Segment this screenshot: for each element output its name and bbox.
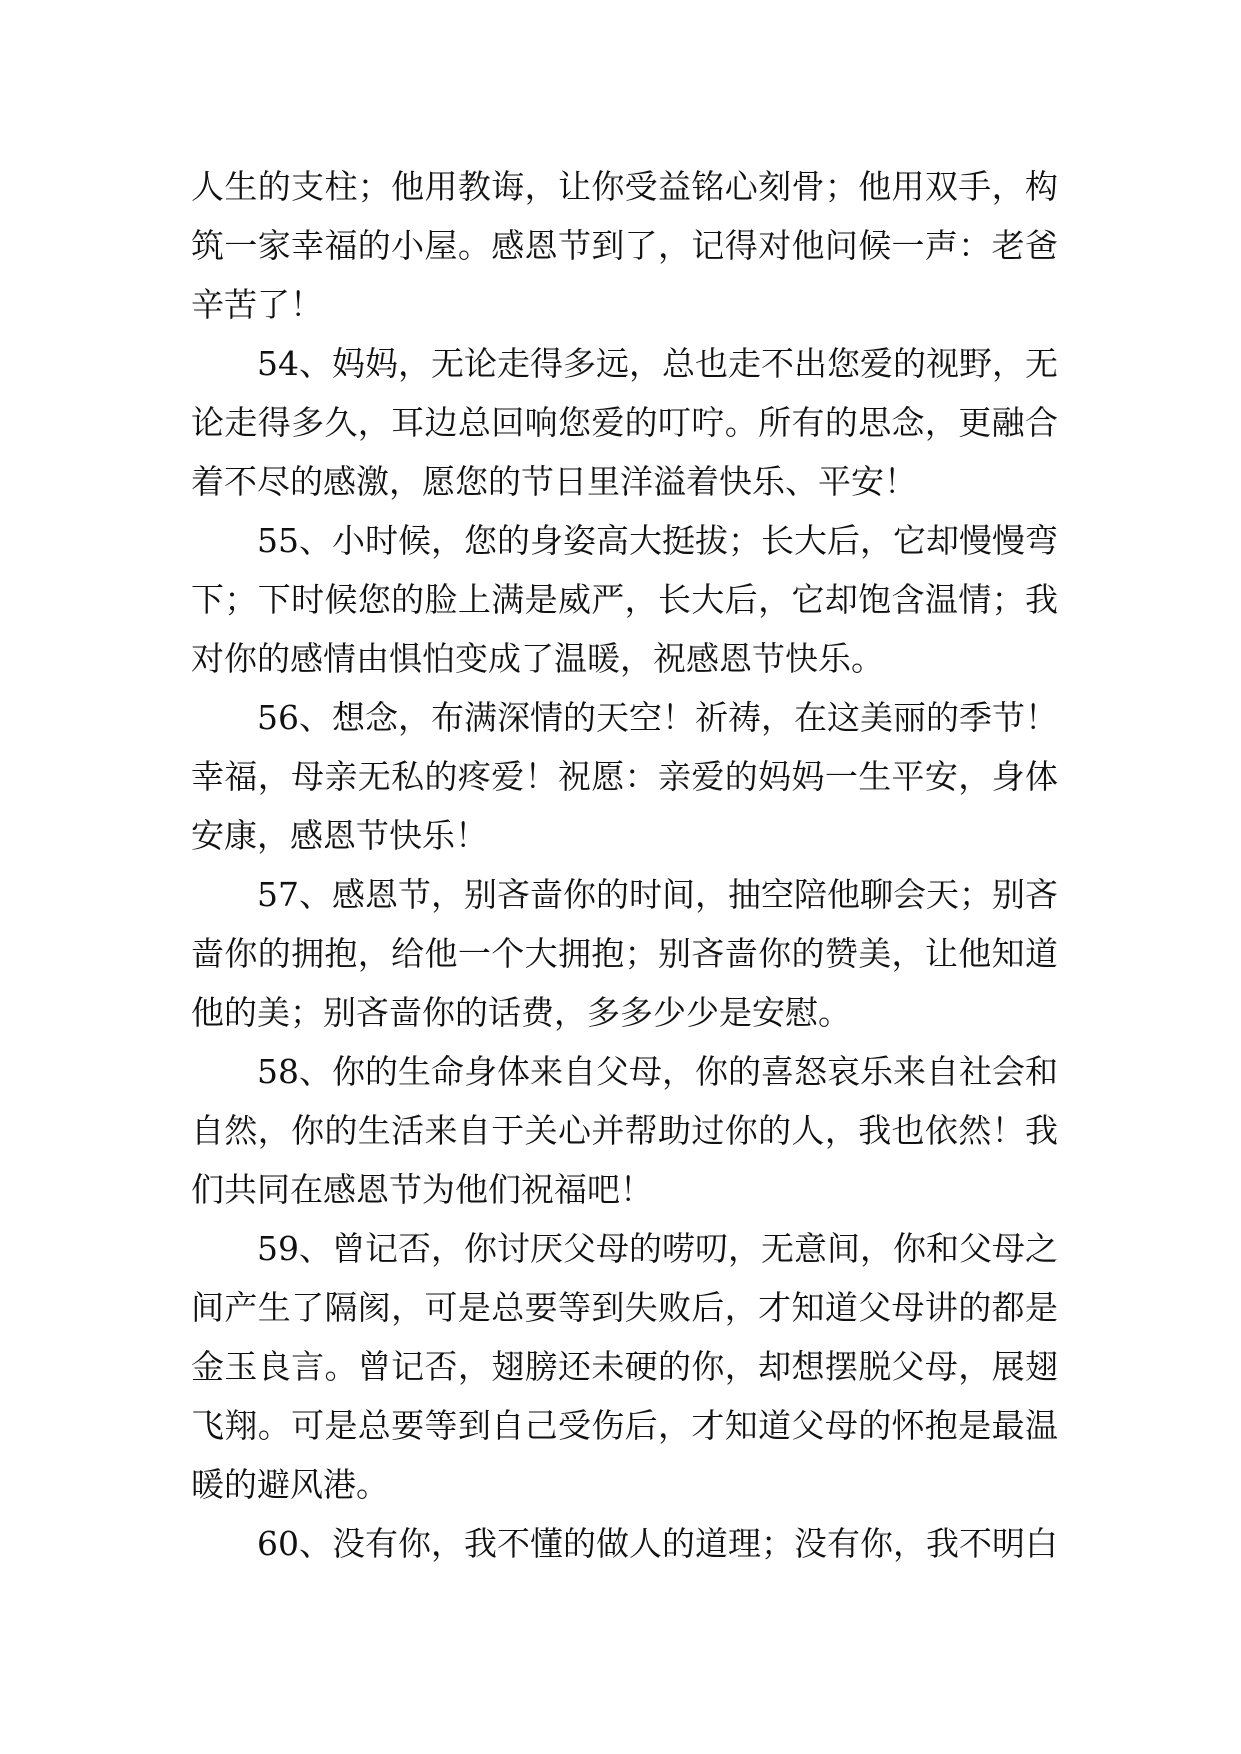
paragraph-line: 安康，感恩节快乐！ <box>191 816 488 855</box>
paragraph-56-first-line: 56、想念，布满深情的天空！祈祷，在这美丽的季节！ <box>257 698 1058 737</box>
paragraph-line: 人生的支柱；他用教诲，让你受益铭心刻骨；他用双手，构 <box>191 167 1058 206</box>
paragraph-line: 啬你的拥抱，给他一个大拥抱；别吝啬你的赞美，让他知道 <box>191 934 1058 973</box>
paragraph-60-first-line: 60、没有你，我不懂的做人的道理；没有你，我不明白 <box>257 1524 1058 1563</box>
paragraph-line: 下；下时候您的脸上满是威严，长大后，它却饱含温情；我 <box>191 580 1058 619</box>
paragraph-line: 辛苦了！ <box>191 285 323 324</box>
paragraph-line: 着不尽的感激，愿您的节日里洋溢着快乐、平安！ <box>191 462 917 501</box>
paragraph-line: 他的美；别吝啬你的话费，多多少少是安慰。 <box>191 993 851 1032</box>
paragraph-line: 金玉良言。曾记否，翅膀还未硬的你，却想摆脱父母，展翅 <box>191 1347 1058 1386</box>
paragraph-line: 幸福，母亲无私的疼爱！祝愿：亲爱的妈妈一生平安，身体 <box>191 757 1058 796</box>
paragraph-line: 筑一家幸福的小屋。感恩节到了，记得对他问候一声：老爸 <box>191 226 1058 265</box>
paragraph-54-first-line: 54、妈妈，无论走得多远，总也走不出您爱的视野，无 <box>257 344 1058 383</box>
paragraph-line: 间产生了隔阂，可是总要等到失败后，才知道父母讲的都是 <box>191 1288 1058 1327</box>
paragraph-line: 暖的避风港。 <box>191 1465 389 1504</box>
paragraph-line: 论走得多久，耳边总回响您爱的叮咛。所有的思念，更融合 <box>191 403 1058 442</box>
paragraph-55-first-line: 55、小时候，您的身姿高大挺拔；长大后，它却慢慢弯 <box>257 521 1058 560</box>
document-body <box>191 157 1058 1573</box>
paragraph-line: 飞翔。可是总要等到自己受伤后，才知道父母的怀抱是最温 <box>191 1406 1058 1445</box>
paragraph-line: 们共同在感恩节为他们祝福吧！ <box>191 1170 653 1209</box>
paragraph-58-first-line: 58、你的生命身体来自父母，你的喜怒哀乐来自社会和 <box>257 1052 1058 1091</box>
paragraph-57-first-line: 57、感恩节，别吝啬你的时间，抽空陪他聊会天；别吝 <box>257 875 1058 914</box>
paragraph-line: 对你的感情由惧怕变成了温暖，祝感恩节快乐。 <box>191 639 884 678</box>
paragraph-line: 自然，你的生活来自于关心并帮助过你的人，我也依然！我 <box>191 1111 1058 1150</box>
paragraph-59-first-line: 59、曾记否，你讨厌父母的唠叨，无意间，你和父母之 <box>257 1229 1058 1268</box>
